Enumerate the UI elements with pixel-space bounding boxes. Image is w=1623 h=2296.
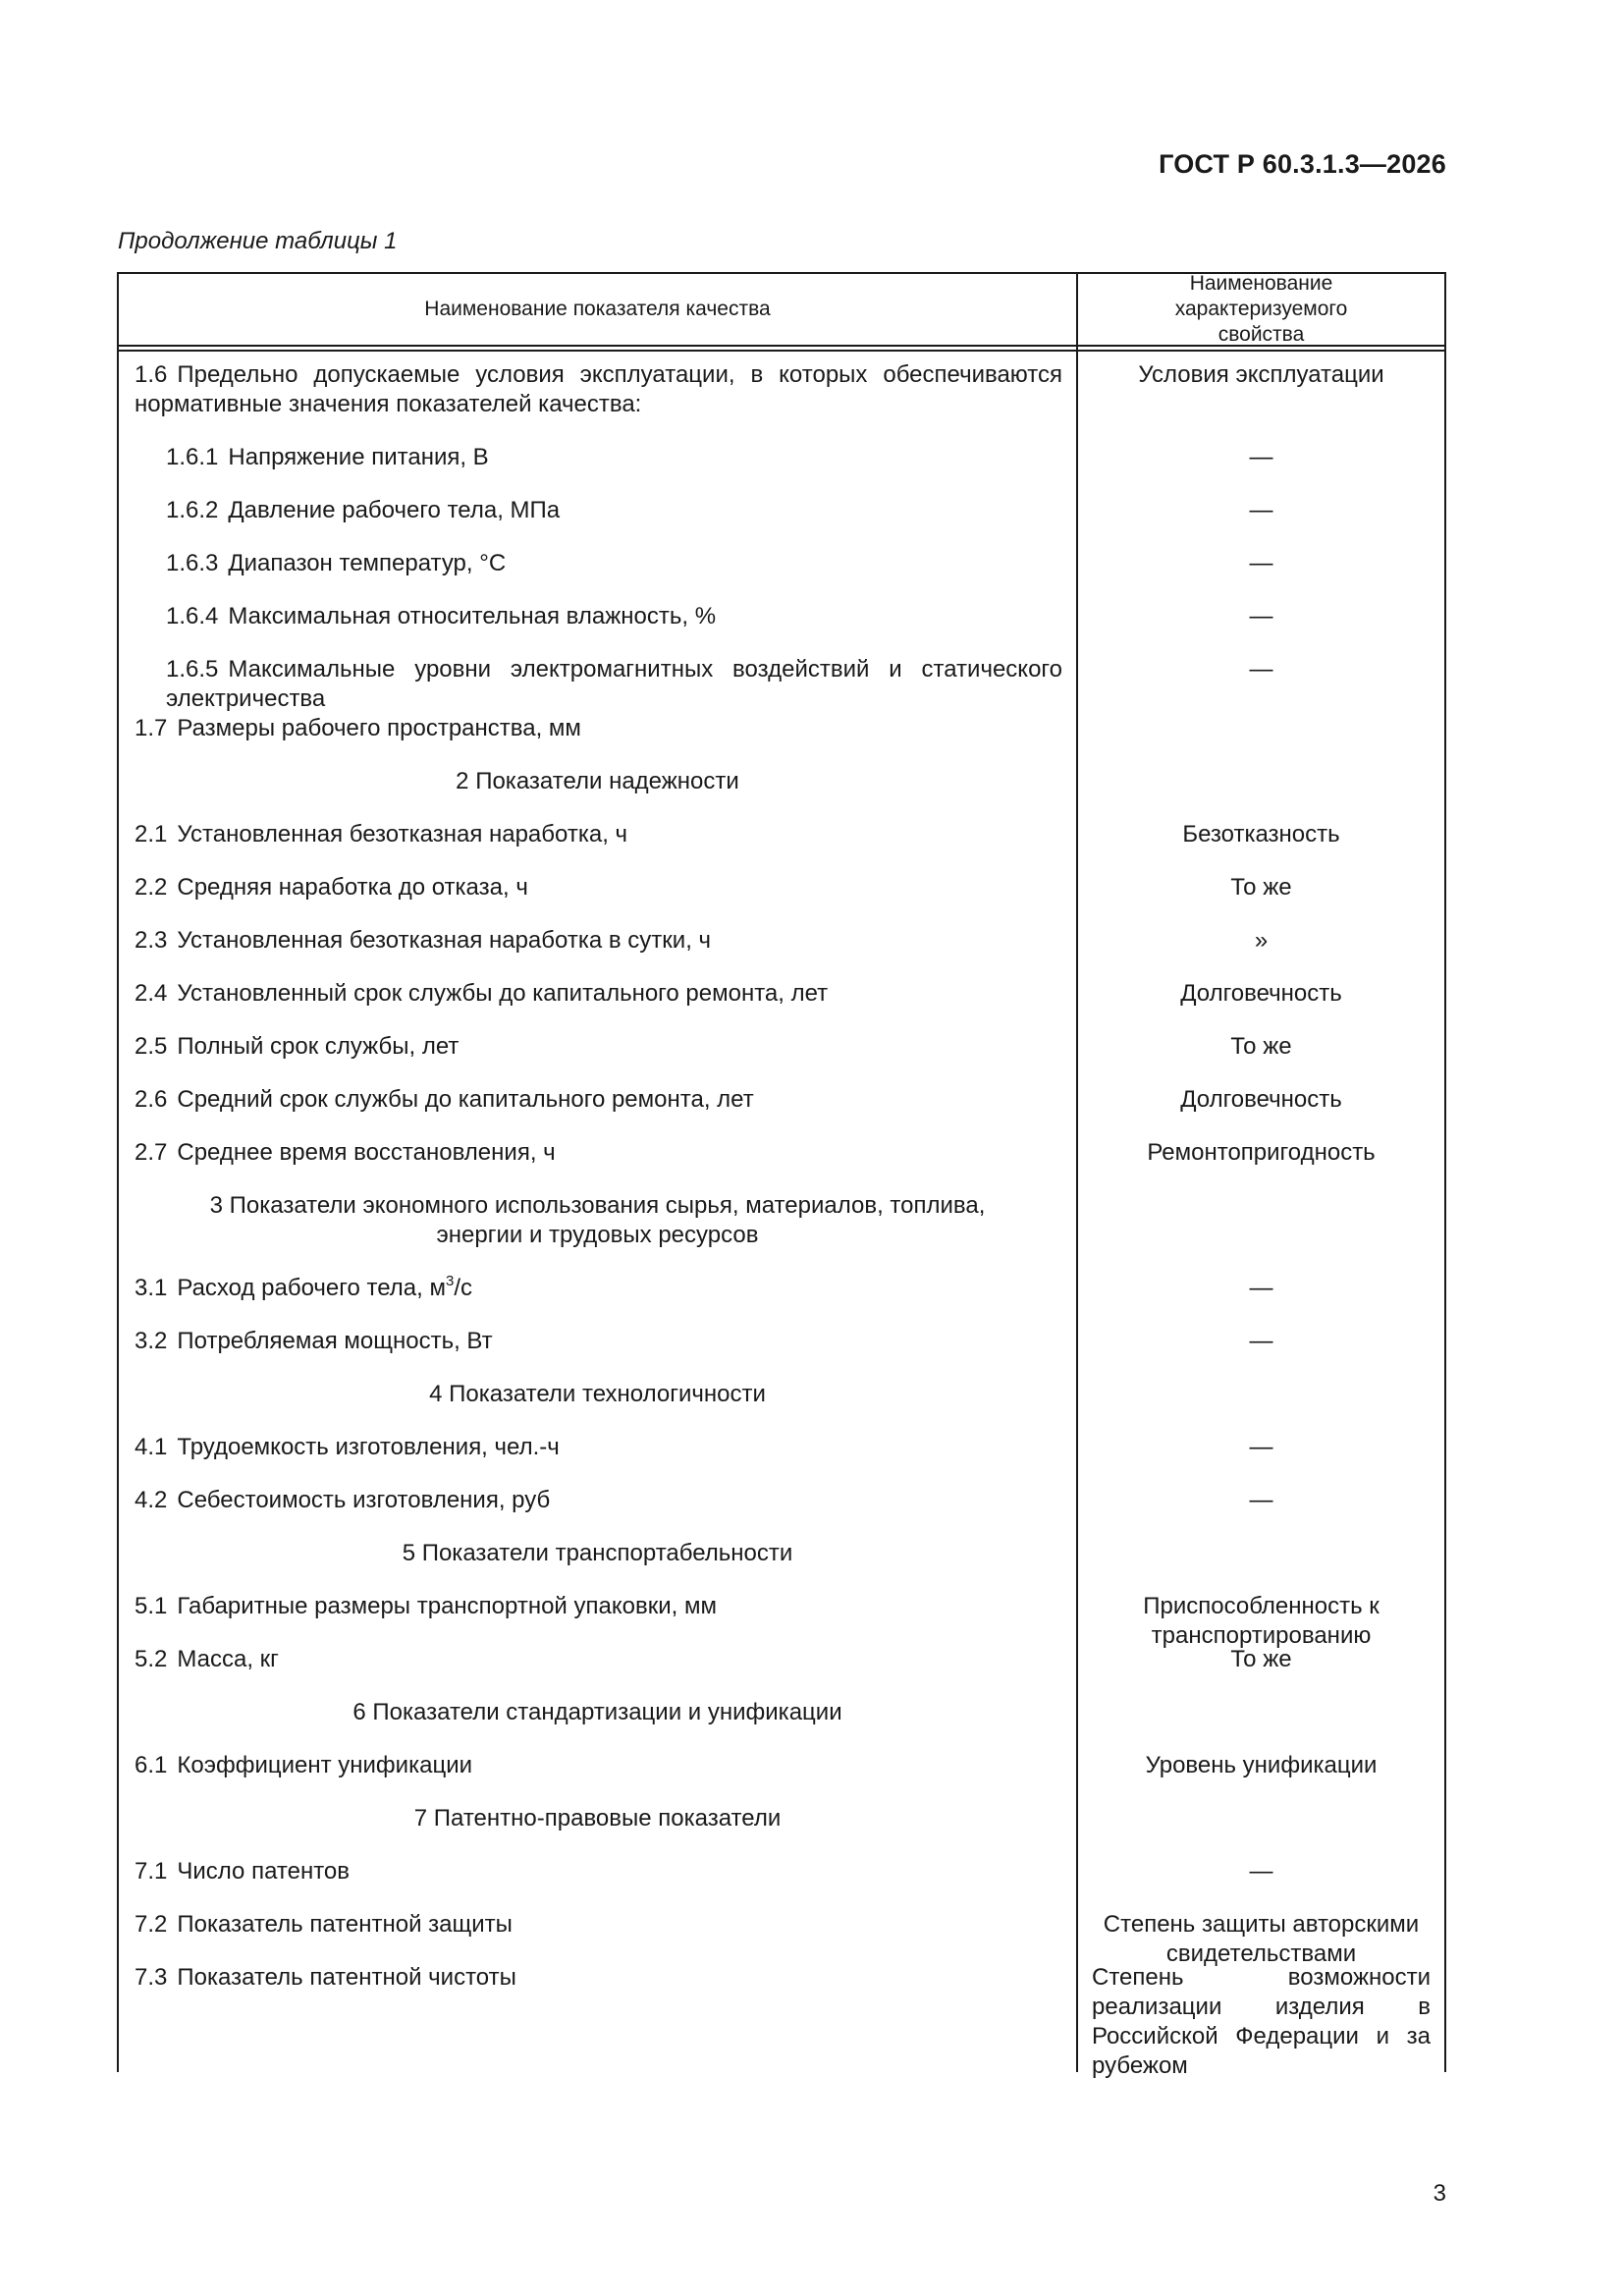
indicator-cell — [119, 549, 1076, 578]
property-cell: — — [1249, 656, 1273, 683]
indicator-name: Расход рабочего тела, м — [177, 1275, 446, 1301]
table-row — [119, 873, 1444, 902]
property-cell: Долговечность — [1180, 980, 1342, 1007]
indicator-name: Средняя наработка до отказа, ч — [177, 874, 528, 901]
indicator-number: 2.5 — [135, 1033, 168, 1060]
property-cell: То же — [1230, 874, 1292, 901]
indicator-number: 6.1 — [135, 1752, 168, 1778]
indicator-cell — [119, 655, 1076, 714]
indicator-number: 5.2 — [135, 1646, 168, 1672]
indicator-name: Установленный срок службы до капитального ремонта, лет — [177, 980, 829, 1007]
indicator-cell — [119, 1963, 1076, 1993]
document-code: ГОСТ Р 60.3.1.3—2026 — [1159, 149, 1446, 179]
indicator-name: Себестоимость изготовления, руб — [177, 1487, 551, 1513]
table-body — [119, 360, 1444, 2079]
property-cell: То же — [1230, 1646, 1292, 1672]
indicator-cell — [119, 1910, 1076, 1940]
table-section-row — [119, 1698, 1444, 1727]
indicator-cell — [119, 443, 1076, 472]
table-section-row — [119, 1804, 1444, 1833]
indicator-number: 2.3 — [135, 927, 168, 954]
header-indicator-name: Наименование показателя качества — [424, 298, 771, 320]
superscript: 3 — [445, 1273, 455, 1289]
table-row — [119, 1138, 1444, 1168]
table-section-row — [119, 1380, 1444, 1409]
property-cell: — — [1249, 1487, 1273, 1513]
section-title: 2 Показатели надежности — [456, 768, 739, 794]
indicator-cell — [119, 602, 1076, 631]
indicator-name: Средний срок службы до капитального ремонта, лет — [177, 1086, 754, 1113]
table-row — [119, 1645, 1444, 1674]
indicator-number: 2.6 — [135, 1086, 168, 1113]
table-section-row — [119, 1191, 1444, 1250]
indicator-name: Максимальные уровни электромагнитных воздействий и статического электричества — [166, 656, 1062, 712]
table-row — [119, 1486, 1444, 1515]
indicator-cell — [119, 714, 1076, 743]
indicator-number: 1.6 — [135, 361, 168, 388]
property-cell: Степень защиты авторскими свидетельствами — [1103, 1911, 1420, 1967]
table-row — [119, 496, 1444, 525]
indicator-cell — [119, 1486, 1076, 1515]
indicator-cell — [119, 979, 1076, 1009]
indicator-name: Коэффициент унификации — [177, 1752, 473, 1778]
indicator-number: 1.6.5 — [166, 656, 219, 683]
section-title: 3 Показатели экономного использования сырья, материалов, топлива, энергии и трудовых ресурсов — [209, 1192, 986, 1248]
indicator-name: Полный срок службы, лет — [177, 1033, 460, 1060]
table-row — [119, 1327, 1444, 1356]
property-cell: Степень возможности реализации изделия в Российской Федерации и за рубежом — [1092, 1964, 1431, 2079]
indicator-cell — [119, 496, 1076, 525]
header-property-text: Наименование характеризуемого свойства — [1174, 272, 1348, 346]
indicator-number: 2.4 — [135, 980, 168, 1007]
indicator-name: Диапазон температур, °C — [228, 550, 507, 576]
property-cell: — — [1249, 1328, 1273, 1354]
indicator-cell — [119, 1138, 1076, 1168]
indicator-cell — [119, 1592, 1076, 1621]
section-title: 4 Показатели технологичности — [429, 1381, 766, 1407]
indicator-name: Установленная безотказная наработка, ч — [177, 821, 628, 847]
indicator-number: 2.7 — [135, 1139, 168, 1166]
property-cell: Ремонтопригодность — [1147, 1139, 1376, 1166]
table-row — [119, 1274, 1444, 1303]
property-cell: Условия эксплуатации — [1138, 361, 1384, 388]
indicator-number: 1.7 — [135, 715, 168, 741]
indicator-number: 7.1 — [135, 1858, 168, 1885]
indicator-cell — [119, 1274, 1076, 1303]
indicator-number: 5.1 — [135, 1593, 168, 1619]
property-cell: Приспособленность к транспортированию — [1143, 1593, 1380, 1649]
property-cell: Безотказность — [1182, 821, 1340, 847]
indicator-cell — [119, 1751, 1076, 1780]
indicator-number: 3.1 — [135, 1275, 168, 1301]
indicator-name: Показатель патентной чистоты — [177, 1964, 516, 1991]
table-row — [119, 1910, 1444, 1967]
header-property-name — [1078, 274, 1444, 345]
indicator-number: 2.1 — [135, 821, 168, 847]
indicator-name: Число патентов — [177, 1858, 351, 1885]
property-cell: Долговечность — [1180, 1086, 1342, 1113]
table-row — [119, 549, 1444, 578]
page-number: 3 — [1433, 2180, 1446, 2207]
indicator-name: Давление рабочего тела, МПа — [228, 497, 561, 523]
header-double-rule — [119, 350, 1444, 352]
indicator-cell — [119, 1645, 1076, 1674]
section-title: 7 Патентно-правовые показатели — [413, 1805, 782, 1831]
indicator-number: 1.6.1 — [166, 444, 219, 470]
quality-indicators-table — [117, 272, 1446, 2079]
indicator-name: Напряжение питания, В — [228, 444, 489, 470]
indicator-cell — [119, 873, 1076, 902]
property-cell: — — [1249, 444, 1273, 470]
property-cell: — — [1249, 1434, 1273, 1460]
indicator-name: Потребляемая мощность, Вт — [177, 1328, 493, 1354]
table-row — [119, 655, 1444, 714]
indicator-number: 4.2 — [135, 1487, 168, 1513]
indicator-name: Максимальная относительная влажность, % — [228, 603, 717, 629]
indicator-name: Габаритные размеры транспортной упаковки, мм — [177, 1593, 717, 1619]
section-title: 5 Показатели транспортабельности — [402, 1540, 793, 1566]
table-row — [119, 1857, 1444, 1886]
table-row — [119, 714, 1444, 743]
indicator-name: Среднее время восстановления, ч — [177, 1139, 556, 1166]
table-section-row — [119, 1539, 1444, 1568]
property-cell: » — [1254, 927, 1269, 954]
indicator-name: Показатель патентной защиты — [177, 1911, 513, 1938]
table-row — [119, 1963, 1444, 2079]
property-cell: — — [1249, 497, 1273, 523]
indicator-number: 1.6.4 — [166, 603, 219, 629]
table-header — [119, 274, 1444, 347]
table-section-row — [119, 767, 1444, 796]
table-row — [119, 926, 1444, 956]
indicator-name: Установленная безотказная наработка в сутки, ч — [177, 927, 712, 954]
table-row — [119, 602, 1444, 631]
table-row — [119, 360, 1444, 419]
property-cell: Уровень унификации — [1145, 1752, 1378, 1778]
indicator-name: Размеры рабочего пространства, мм — [177, 715, 581, 741]
table-row — [119, 979, 1444, 1009]
indicator-number: 1.6.2 — [166, 497, 219, 523]
table-row — [119, 1751, 1444, 1780]
indicator-number: 4.1 — [135, 1434, 168, 1460]
table-row — [119, 820, 1444, 849]
table-row — [119, 1032, 1444, 1062]
indicator-name: Предельно допускаемые условия эксплуатации, в которых обеспечиваются нормативные значения показателей качества: — [135, 361, 1062, 417]
indicator-cell — [119, 820, 1076, 849]
table-row — [119, 1085, 1444, 1115]
indicator-cell — [119, 1085, 1076, 1115]
indicator-number: 1.6.3 — [166, 550, 219, 576]
indicator-name: Трудоемкость изготовления, чел.-ч — [177, 1434, 560, 1460]
indicator-name: Масса, кг — [177, 1646, 279, 1672]
table-continuation-caption: Продолжение таблицы 1 — [118, 228, 398, 254]
indicator-cell — [119, 1433, 1076, 1462]
indicator-number: 7.3 — [135, 1964, 168, 1991]
table-row — [119, 443, 1444, 472]
property-cell: — — [1249, 550, 1273, 576]
indicator-unit-suffix: /с — [454, 1275, 472, 1301]
indicator-cell — [119, 1032, 1076, 1062]
indicator-cell — [119, 1857, 1076, 1886]
indicator-number: 7.2 — [135, 1911, 168, 1938]
table-row — [119, 1433, 1444, 1462]
table-row — [119, 1592, 1444, 1649]
section-title: 6 Показатели стандартизации и унификации — [352, 1699, 842, 1725]
indicator-cell — [119, 926, 1076, 956]
property-cell: То же — [1230, 1033, 1292, 1060]
property-cell: — — [1249, 1858, 1273, 1885]
indicator-number: 3.2 — [135, 1328, 168, 1354]
indicator-number: 2.2 — [135, 874, 168, 901]
property-cell: — — [1249, 1275, 1273, 1301]
indicator-cell — [119, 1327, 1076, 1356]
indicator-cell — [119, 360, 1076, 419]
property-cell: — — [1249, 603, 1273, 629]
